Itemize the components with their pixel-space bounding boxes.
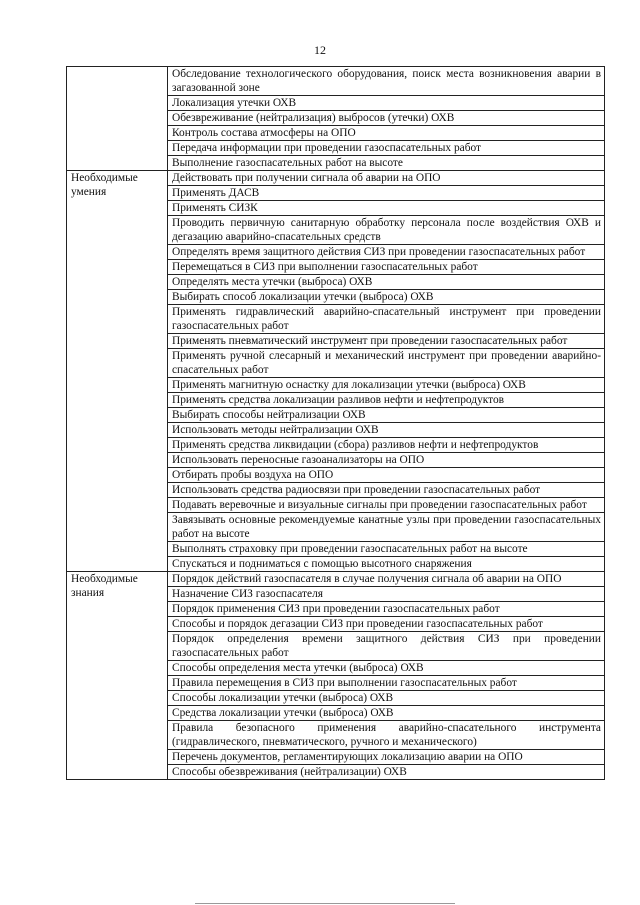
table-row [67,572,605,587]
table-cell: Перемещаться в СИЗ при выполнении газоспасательных работ [168,260,605,275]
table-row [67,171,605,186]
table-cell: Использовать переносные газоанализаторы на ОПО [168,453,605,468]
table-cell: Использовать средства радиосвязи при проведении газоспасательных работ [168,483,605,498]
table-cell: Использовать методы нейтрализации ОХВ [168,423,605,438]
table-cell: Определять места утечки (выброса) ОХВ [168,275,605,290]
table-cell: Выбирать способ локализации утечки (выброса) ОХВ [168,290,605,305]
table-cell: Отбирать пробы воздуха на ОПО [168,468,605,483]
table-cell: Применять ручной слесарный и механический инструмент при проведении аварийно-спасательных работ [168,349,605,378]
table-cell: Применять пневматический инструмент при проведении газоспасательных работ [168,334,605,349]
section-label [67,67,168,171]
table-cell: Обезвреживание (нейтрализация) выбросов (утечки) ОХВ [168,111,605,126]
table-cell: Средства локализации утечки (выброса) ОХВ [168,706,605,721]
page-number: 12 [314,43,326,57]
table-cell: Способы локализации утечки (выброса) ОХВ [168,691,605,706]
scan-edge-line [195,903,455,904]
table-cell: Подавать веревочные и визуальные сигналы при проведении газоспасательных работ [168,498,605,513]
table-cell: Выполнять страховку при проведении газоспасательных работ на высоте [168,542,605,557]
table-cell: Порядок применения СИЗ при проведении газоспасательных работ [168,602,605,617]
table-cell: Локализация утечки ОХВ [168,96,605,111]
table-cell: Способы и порядок дегазации СИЗ при проведении газоспасательных работ [168,617,605,632]
section-label: Необходимые умения [67,171,168,572]
table-cell: Контроль состава атмосферы на ОПО [168,126,605,141]
table-cell: Действовать при получении сигнала об аварии на ОПО [168,171,605,186]
table-cell: Правила безопасного применения аварийно-спасательного инструмента (гидравлического, пневматического, ручного и механического) [168,721,605,750]
table-cell: Перечень документов, регламентирующих локализацию аварии на ОПО [168,750,605,765]
table-cell: Применять средства локализации разливов нефти и нефтепродуктов [168,393,605,408]
table-cell: Назначение СИЗ газоспасателя [168,587,605,602]
table-cell: Определять время защитного действия СИЗ при проведении газоспасательных работ [168,245,605,260]
table-cell: Выбирать способы нейтрализации ОХВ [168,408,605,423]
table-cell: Способы определения места утечки (выброса) ОХВ [168,661,605,676]
table-cell: Применять СИЗК [168,201,605,216]
table-cell: Порядок действий газоспасателя в случае получения сигнала об аварии на ОПО [168,572,605,587]
table-cell: Передача информации при проведении газоспасательных работ [168,141,605,156]
table-cell: Завязывать основные рекомендуемые канатные узлы при проведении газоспасательных работ на высоте [168,513,605,542]
table-cell: Обследование технологического оборудования, поиск места возникновения аварии в загазованной зоне [168,67,605,96]
table-cell: Выполнение газоспасательных работ на высоте [168,156,605,171]
section-label: Необходимые знания [67,572,168,780]
requirements-table [66,66,605,780]
table-cell: Способы обезвреживания (нейтрализации) ОХВ [168,765,605,780]
table-cell: Проводить первичную санитарную обработку персонала после воздействия ОХВ и дегазацию аварийно-спасательных средств [168,216,605,245]
table-cell: Применять гидравлический аварийно-спасательный инструмент при проведении газоспасательных работ [168,305,605,334]
table-cell: Применять ДАСВ [168,186,605,201]
table-cell: Спускаться и подниматься с помощью высотного снаряжения [168,557,605,572]
table-row [67,67,605,96]
table-cell: Правила перемещения в СИЗ при выполнении газоспасательных работ [168,676,605,691]
table-cell: Порядок определения времени защитного действия СИЗ при проведении газоспасательных работ [168,632,605,661]
table-cell: Применять средства ликвидации (сбора) разливов нефти и нефтепродуктов [168,438,605,453]
table-cell: Применять магнитную оснастку для локализации утечки (выброса) ОХВ [168,378,605,393]
